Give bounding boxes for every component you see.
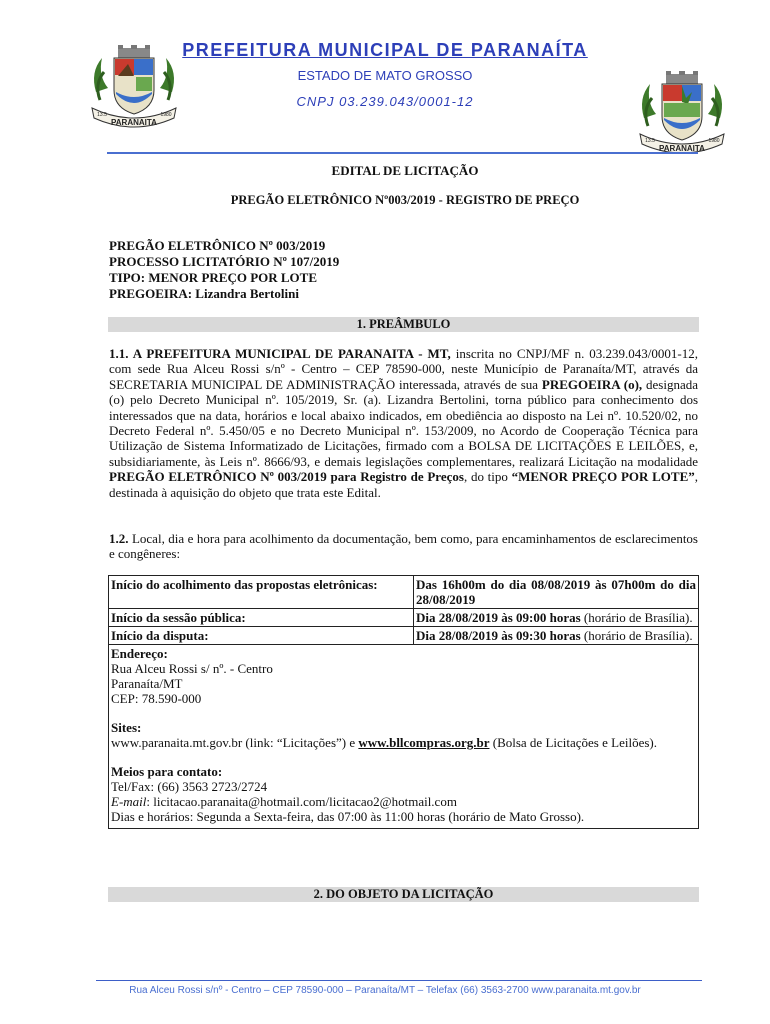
address-line-street: Rua Alceu Rossi s/ nº. - Centro [111, 661, 273, 676]
paragraph-1-1-text-a: inscrita no CNPJ/MF n. 03.239.043/0001-12, com sede Rua Alceu Rossi s/nº - Centro – CEP 78590-000, neste Município de Paranaíta/MT, através da SECRETARIA MUNICIPAL DE ADMINISTRAÇÃO interessada, através de sua [109, 346, 698, 392]
footer-divider [96, 980, 702, 981]
contact-email-line [111, 794, 696, 809]
sites-text-c: (Bolsa de Licitações e Leilões). [489, 735, 657, 750]
document-subtitle: PREGÃO ELETRÔNICO Nº003/2019 - REGISTRO DE PREÇO [230, 193, 580, 207]
emblem-left-label: PARANAITA [111, 118, 157, 127]
schedule-label: Início da disputa: [109, 627, 414, 645]
paragraph-1-1-text-e: , do tipo [463, 469, 512, 485]
emblem-right-label: PARANAITA [659, 144, 705, 153]
paragraph-1-1 [109, 346, 698, 500]
schedule-value-bold: Das 16h00m do dia 08/08/2019 às 07h00m do dia 28/08/2019 [416, 577, 696, 607]
schedule-label: Início do acolhimento das propostas eletrônicas: [109, 576, 414, 609]
paragraph-1-1-text-g: , destinada à aquisição do objeto que trata este Edital. [109, 469, 698, 500]
id-line-pregoeira: PREGOEIRA: Lizandra Bertolini [109, 286, 299, 301]
id-line-processo: PROCESSO LICITATÓRIO Nº 107/2019 [109, 254, 340, 269]
id-line-pregao: PREGÃO ELETRÔNICO Nº 003/2019 [109, 238, 326, 253]
sites-text [111, 735, 696, 750]
address-line-cep: CEP: 78.590-000 [111, 691, 202, 706]
document-title: EDITAL DE LICITAÇÃO [331, 163, 479, 178]
schedule-value-rest: (horário de Brasília). [580, 628, 693, 643]
contact-phone: Tel/Fax: (66) 3563 2723/2724 [111, 779, 268, 794]
section-heading-preambulo: 1. PREÂMBULO [108, 317, 699, 332]
paragraph-1-1-pregoeira: PREGOEIRA (o), [541, 376, 643, 392]
schedule-value [414, 627, 699, 645]
municipality-title: PREFEITURA MUNICIPAL DE PARANAÍTA [182, 40, 588, 60]
paragraph-1-2-lead: 1.2. [109, 531, 129, 546]
cnpj-number: CNPJ 03.239.043/0001-12 [296, 94, 474, 109]
schedule-value [414, 576, 699, 609]
emblem-left-date-b: 1980 [160, 112, 172, 118]
section-heading-objeto: 2. DO OBJETO DA LICITAÇÃO [108, 887, 699, 902]
table-row [109, 576, 699, 609]
id-line-tipo: TIPO: MENOR PREÇO POR LOTE [109, 270, 318, 285]
paragraph-1-1-tipo: “MENOR PREÇO POR LOTE” [511, 469, 695, 485]
table-row [109, 645, 699, 829]
footer-address: Rua Alceu Rossi s/nº - Centro – CEP 78590-000 – Paranaíta/MT – Telefax (66) 3563-2700 www.paranaita.mt.gov.br [129, 985, 641, 996]
table-row [109, 627, 699, 645]
sites-text-a: www.paranaita.mt.gov.br (link: “Licitações”) e [111, 735, 359, 750]
contact-email: : licitacao.paranaita@hotmail.com/licitacao2@hotmail.com [146, 794, 457, 809]
schedule-table [108, 575, 699, 829]
address-cell [109, 645, 699, 829]
schedule-value-bold: Dia 28/08/2019 às 09:30 horas [416, 628, 581, 643]
emblem-left-date-a: 13.5 [97, 112, 107, 118]
paragraph-1-2-text: Local, dia e hora para acolhimento da documentação, bem como, para encaminhamentos de esclarecimentos e congêneres: [109, 531, 698, 562]
address-label: Endereço: [111, 646, 168, 661]
header-divider [107, 152, 698, 154]
bll-link[interactable]: www.bllcompras.org.br [358, 735, 490, 750]
paragraph-1-1-text-c: designada (o) pelo Decreto Municipal nº. 105/2019, Sr. (a). Lizandra Bertolini, torna público para conhecimento dos interessados que na data, horários e local abaixo indicados, em obediência ao disposto na Lei nº. 10.520/02, no Decreto Federal nº. 5.450/05 e no Decreto Municipal nº. 153/2009, no Acordo de Cooperação Técnica para Utilização de Sistema Informatizado de Licitações, firmado com a BOLSA DE LICITAÇÕES E LEILÕES, e, subsidiariamente, às Leis nº. 8666/93, e demais legislações complementares, realizará Licitação na modalidade [109, 376, 699, 469]
address-line-city: Paranaíta/MT [111, 676, 183, 691]
state-name: ESTADO DE MATO GROSSO [297, 68, 473, 83]
emblem-right-date-b: 1980 [708, 138, 720, 144]
paragraph-1-1-modalidade: PREGÃO ELETRÔNICO Nº 003/2019 para Registro de Preços [109, 469, 464, 485]
sites-label: Sites: [111, 720, 142, 735]
table-row [109, 609, 699, 627]
paragraph-1-1-lead: 1.1. A PREFEITURA MUNICIPAL DE PARANAITA - MT, [109, 346, 451, 361]
identification-block [109, 238, 339, 302]
schedule-value [414, 609, 699, 627]
contact-hours: Dias e horários: Segunda a Sexta-feira, das 07:00 às 11:00 horas (horário de Mato Grosso). [111, 809, 585, 824]
schedule-label: Início da sessão pública: [109, 609, 414, 627]
contact-label: Meios para contato: [111, 764, 223, 779]
paragraph-1-2 [109, 531, 698, 562]
schedule-value-bold: Dia 28/08/2019 às 09:00 horas [416, 610, 581, 625]
emblem-right-date-a: 13.5 [645, 138, 655, 144]
contact-email-label: E-mail [111, 794, 147, 809]
schedule-value-rest: (horário de Brasília). [580, 610, 693, 625]
